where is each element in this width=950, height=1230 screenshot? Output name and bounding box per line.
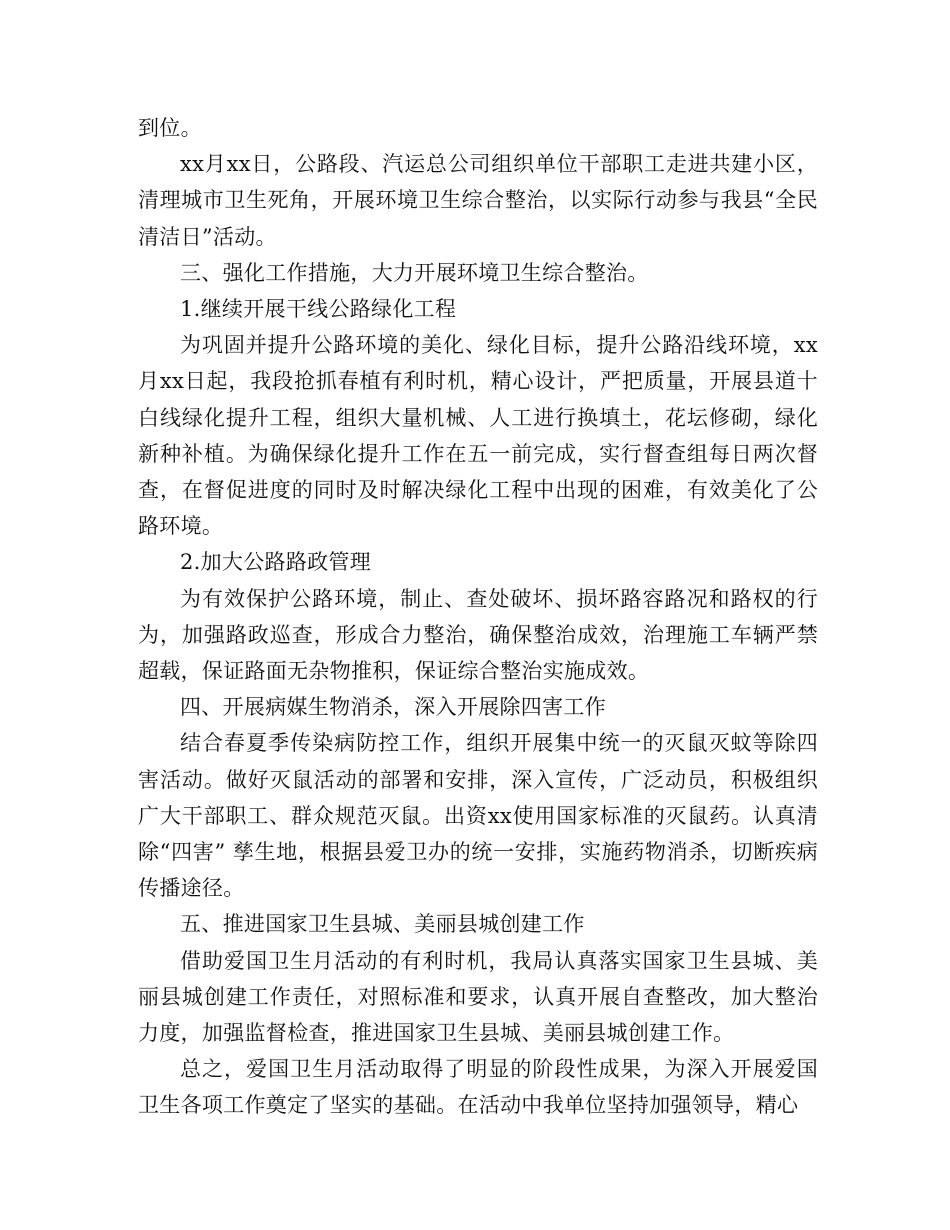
paragraph-pest-control: 结合春夏季传染病防控工作，组织开展集中统一的灭鼠灭蚊等除四害活动。做好灭鼠活动的部署和安排，深入宣传，广泛动员，积极组织广大干部职工、群众规范灭鼠。出资xx使用国家标准的灭鼠药。认真清除“四害” 孳生地，根据县爱卫办的统一安排，实施药物消杀，切断疾病传播途径。	[138, 731, 818, 901]
paragraph-greening: 为巩固并提升公路环境的美化、绿化目标，提升公路沿线环境，xx月xx日起，我段抢抓春植有利时机，精心设计，严把质量，开展县道十白线绿化提升工程，组织大量机械、人工进行换填土，花坛修砌，绿化新种补植。为确保绿化提升工作在五一前完成，实行督查组每日两次督查，在督促进度的同时及时解决绿化工程中出现的困难，有效美化了公路环境。	[138, 333, 818, 539]
subheading-greening: 1.继续开展干线公路绿化工程	[180, 297, 457, 322]
section-heading-5: 五、推进国家卫生县城、美丽县城创建工作	[180, 912, 585, 937]
section-heading-3: 三、强化工作措施，大力开展环境卫生综合整治。	[180, 260, 649, 285]
paragraph-summary: 总之，爱国卫生月活动取得了明显的阶段性成果，为深入开展爱国卫生各项工作奠定了坚实的基础。在活动中我单位坚持加强领导，精心	[138, 1057, 818, 1118]
section-heading-4: 四、开展病媒生物消杀，深入开展除四害工作	[180, 695, 606, 720]
paragraph-continuation: 到位。	[138, 116, 202, 140]
paragraph-cleanup-day: xx月xx日，公路段、汽运总公司组织单位干部职工走进共建小区，清理城市卫生死角，开展环境卫生综合整治，以实际行动参与我县“全民清洁日”活动。	[138, 152, 818, 249]
document-body	[138, 110, 818, 1124]
paragraph-county-creation: 借助爱国卫生月活动的有利时机，我局认真落实国家卫生县城、美丽县城创建工作责任，对照标准和要求，认真开展自查整改，加大整治力度，加强监督检查，推进国家卫生县城、美丽县城创建工作。	[138, 948, 818, 1046]
subheading-road-admin: 2.加大公路路政管理	[180, 550, 372, 575]
paragraph-road-admin: 为有效保护公路环境，制止、查处破坏、损坏路容路况和路权的行为，加强路政巡查，形成合力整治，确保整治成效，治理施工车辆严禁超载，保证路面无杂物推积，保证综合整治实施成效。	[138, 586, 818, 684]
